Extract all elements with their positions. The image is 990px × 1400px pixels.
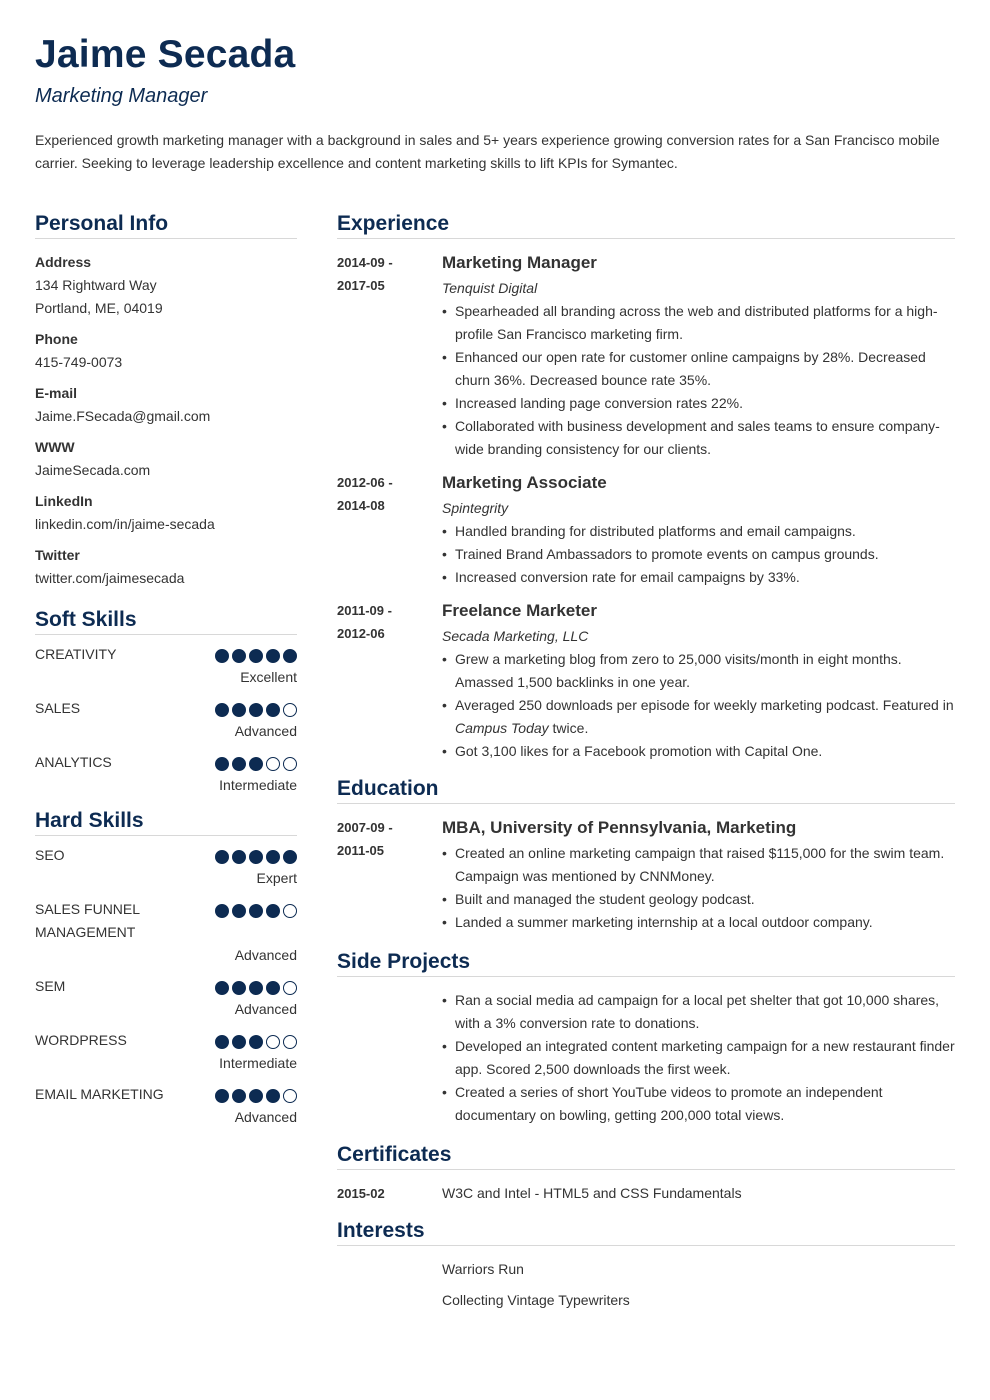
date-start: 2007-09 - bbox=[337, 820, 393, 835]
section-divider bbox=[337, 1169, 955, 1170]
entry-date bbox=[337, 251, 442, 461]
skill-level: Advanced bbox=[234, 1001, 297, 1017]
filled-dot-icon bbox=[215, 757, 229, 771]
section-divider bbox=[35, 634, 297, 635]
skill-row bbox=[35, 975, 297, 998]
filled-dot-icon bbox=[249, 1035, 263, 1049]
job-role: Marketing Manager bbox=[442, 253, 597, 272]
skill-level: Advanced bbox=[234, 723, 297, 739]
section-divider bbox=[337, 238, 955, 239]
bullet-item: • Grew a marketing blog from zero to 25,000 visits/month in eight months. Amassed 1,500 backlinks in one year. bbox=[442, 648, 955, 694]
entry-date bbox=[337, 599, 442, 763]
filled-dot-icon bbox=[266, 649, 280, 663]
personal-info-value: 415-749-0073 bbox=[35, 354, 123, 370]
personal-info-label: LinkedIn bbox=[35, 493, 93, 509]
personal-info-item bbox=[35, 382, 297, 428]
skill-level: Intermediate bbox=[219, 1055, 297, 1071]
company-name: Tenquist Digital bbox=[442, 280, 538, 296]
side-projects-entry bbox=[337, 989, 955, 1127]
skill-name: WORDPRESS bbox=[35, 1032, 127, 1048]
filled-dot-icon bbox=[215, 981, 229, 995]
personal-info-list bbox=[35, 251, 297, 590]
bullet-item: • Developed an integrated content marketing campaign for a new restaurant finder app. Scored 2,500 downloads the first week. bbox=[442, 1035, 955, 1081]
skill-item bbox=[35, 1029, 297, 1075]
skill-name: EMAIL MARKETING bbox=[35, 1086, 164, 1102]
company-name: Secada Marketing, LLC bbox=[442, 628, 589, 644]
side-projects-bullets bbox=[442, 989, 955, 1127]
interest-item: Collecting Vintage Typewriters bbox=[442, 1292, 630, 1308]
skill-level: Excellent bbox=[240, 669, 297, 685]
personal-info-item bbox=[35, 328, 297, 374]
personal-info-value: twitter.com/jaimesecada bbox=[35, 570, 185, 586]
entry-bullets bbox=[442, 520, 955, 589]
filled-dot-icon bbox=[249, 649, 263, 663]
experience-entry bbox=[337, 251, 955, 461]
bullet-item: • Averaged 250 downloads per episode for weekly marketing podcast. Featured in Campus Today twice. bbox=[442, 694, 955, 740]
certificate-date: 2015-02 bbox=[337, 1186, 385, 1201]
resume-name: Jaime Secada bbox=[35, 33, 296, 76]
filled-dot-icon bbox=[215, 850, 229, 864]
empty-dot-icon bbox=[283, 981, 297, 995]
skill-row bbox=[35, 844, 297, 867]
filled-dot-icon bbox=[232, 1089, 246, 1103]
skill-name: CREATIVITY bbox=[35, 646, 117, 662]
date-end: 2011-05 bbox=[337, 843, 384, 858]
soft-skills-title: Soft Skills bbox=[35, 608, 137, 631]
entry-bullets bbox=[442, 648, 955, 763]
personal-info-item bbox=[35, 436, 297, 482]
personal-info-value: JaimeSecada.com bbox=[35, 462, 151, 478]
entry-bullets bbox=[442, 300, 955, 461]
skill-row bbox=[35, 1083, 297, 1106]
section-divider bbox=[337, 1245, 955, 1246]
section-divider bbox=[35, 238, 297, 239]
interests-entry bbox=[337, 1258, 955, 1320]
publication-name: Campus Today bbox=[455, 720, 549, 736]
hard-skills-list bbox=[35, 844, 297, 1129]
filled-dot-icon bbox=[232, 649, 246, 663]
experience-entry bbox=[337, 471, 955, 589]
side-projects-section bbox=[337, 948, 955, 1127]
filled-dot-icon bbox=[232, 703, 246, 717]
entry-date bbox=[337, 989, 442, 1127]
filled-dot-icon bbox=[249, 904, 263, 918]
filled-dot-icon bbox=[249, 1089, 263, 1103]
education-section bbox=[337, 775, 955, 934]
empty-dot-icon bbox=[283, 703, 297, 717]
filled-dot-icon bbox=[249, 703, 263, 717]
personal-info-value: linkedin.com/in/jaime-secada bbox=[35, 516, 215, 532]
entry-body bbox=[442, 471, 955, 589]
education-title: Education bbox=[337, 777, 439, 800]
bullet-item: • Built and managed the student geology podcast. bbox=[442, 888, 955, 911]
date-end: 2012-06 bbox=[337, 626, 385, 641]
entry-body bbox=[442, 1182, 955, 1205]
empty-dot-icon bbox=[283, 757, 297, 771]
entry-body bbox=[442, 599, 955, 763]
skill-item bbox=[35, 844, 297, 890]
entry-date bbox=[337, 471, 442, 589]
hard-skills-section bbox=[35, 807, 297, 1129]
skill-item bbox=[35, 975, 297, 1021]
skill-name: ANALYTICS bbox=[35, 754, 112, 770]
entry-date bbox=[337, 816, 442, 934]
personal-info-label: Phone bbox=[35, 331, 78, 347]
entry-body bbox=[442, 251, 955, 461]
date-start: 2014-09 - bbox=[337, 255, 393, 270]
skill-rating-dots bbox=[215, 904, 297, 918]
personal-info-value: Jaime.FSecada@gmail.com bbox=[35, 408, 211, 424]
date-start: 2012-06 - bbox=[337, 475, 393, 490]
filled-dot-icon bbox=[215, 649, 229, 663]
interests-list bbox=[442, 1258, 955, 1320]
skill-item bbox=[35, 643, 297, 689]
bullet-item: • Increased conversion rate for email campaigns by 33%. bbox=[442, 566, 955, 589]
right-column bbox=[337, 210, 955, 1330]
filled-dot-icon bbox=[232, 757, 246, 771]
skill-item bbox=[35, 898, 297, 967]
interest-item: Warriors Run bbox=[442, 1261, 524, 1277]
experience-entry bbox=[337, 599, 955, 763]
resume-job-title: Marketing Manager bbox=[35, 85, 208, 107]
skill-row bbox=[35, 697, 297, 720]
filled-dot-icon bbox=[266, 703, 280, 717]
bullet-item: • Collaborated with business development and sales teams to ensure company-wide branding consistency for our clients. bbox=[442, 415, 955, 461]
personal-info-item bbox=[35, 544, 297, 590]
filled-dot-icon bbox=[215, 703, 229, 717]
skill-level: Intermediate bbox=[219, 777, 297, 793]
skill-name: SEM bbox=[35, 978, 66, 994]
personal-info-label: Address bbox=[35, 254, 92, 270]
left-column bbox=[35, 210, 297, 1137]
certificates-title: Certificates bbox=[337, 1143, 452, 1166]
filled-dot-icon bbox=[249, 757, 263, 771]
experience-section bbox=[337, 210, 955, 763]
empty-dot-icon bbox=[283, 1035, 297, 1049]
personal-info-value: Portland, ME, 04019 bbox=[35, 300, 163, 316]
bullet-item: • Handled branding for distributed platforms and email campaigns. bbox=[442, 520, 955, 543]
personal-info-value: 134 Rightward Way bbox=[35, 277, 157, 293]
personal-info-title: Personal Info bbox=[35, 212, 169, 235]
bullet-item: • Increased landing page conversion rates 22%. bbox=[442, 392, 955, 415]
entry-date bbox=[337, 1258, 442, 1320]
skill-rating-dots bbox=[215, 757, 297, 771]
bullet-item: • Trained Brand Ambassadors to promote events on campus grounds. bbox=[442, 543, 955, 566]
job-role: Marketing Associate bbox=[442, 473, 607, 492]
skill-row bbox=[35, 898, 297, 944]
personal-info-item bbox=[35, 251, 297, 320]
skill-rating-dots bbox=[215, 1035, 297, 1049]
entry-bullets bbox=[442, 842, 955, 934]
bullet-item: • Created an online marketing campaign that raised $115,000 for the swim team. Campaign was mentioned by CNNMoney. bbox=[442, 842, 955, 888]
skill-level: Advanced bbox=[234, 947, 297, 963]
certificate-name: W3C and Intel - HTML5 and CSS Fundamentals bbox=[442, 1185, 742, 1201]
skill-rating-dots bbox=[215, 981, 297, 995]
skill-level: Expert bbox=[256, 870, 297, 886]
degree-title: MBA, University of Pennsylvania, Marketing bbox=[442, 818, 797, 837]
skill-item bbox=[35, 697, 297, 743]
skill-name: SEO bbox=[35, 847, 65, 863]
date-start: 2011-09 - bbox=[337, 603, 392, 618]
certificate-entry bbox=[337, 1182, 955, 1205]
filled-dot-icon bbox=[283, 649, 297, 663]
section-divider bbox=[337, 803, 955, 804]
personal-info-item bbox=[35, 490, 297, 536]
skill-level: Advanced bbox=[234, 1109, 297, 1125]
side-projects-title: Side Projects bbox=[337, 950, 471, 973]
filled-dot-icon bbox=[266, 850, 280, 864]
filled-dot-icon bbox=[215, 904, 229, 918]
filled-dot-icon bbox=[232, 1035, 246, 1049]
personal-info-label: WWW bbox=[35, 439, 75, 455]
filled-dot-icon bbox=[266, 981, 280, 995]
skill-item bbox=[35, 1083, 297, 1129]
job-role: Freelance Marketer bbox=[442, 601, 597, 620]
education-entry bbox=[337, 816, 955, 934]
filled-dot-icon bbox=[232, 904, 246, 918]
certificates-section bbox=[337, 1141, 955, 1205]
empty-dot-icon bbox=[266, 1035, 280, 1049]
interests-section bbox=[337, 1217, 955, 1320]
resume-summary: Experienced growth marketing manager with a background in sales and 5+ years experience growing conversion rates for a San Francisco mobile carrier. Seeking to leverage leadership excellence and content marketing skills to lift KPIs for Symantec. bbox=[35, 132, 940, 171]
bullet-item: • Landed a summer marketing internship at a local outdoor company. bbox=[442, 911, 955, 934]
hard-skills-title: Hard Skills bbox=[35, 809, 144, 832]
date-end: 2017-05 bbox=[337, 278, 385, 293]
date-end: 2014-08 bbox=[337, 498, 385, 513]
soft-skills-section bbox=[35, 606, 297, 797]
bullet-item: • Spearheaded all branding across the web and distributed platforms for a high-profile San Francisco marketing firm. bbox=[442, 300, 955, 346]
empty-dot-icon bbox=[283, 904, 297, 918]
personal-info-section bbox=[35, 210, 297, 590]
filled-dot-icon bbox=[232, 981, 246, 995]
skill-rating-dots bbox=[215, 649, 297, 663]
skill-row bbox=[35, 1029, 297, 1052]
filled-dot-icon bbox=[215, 1035, 229, 1049]
filled-dot-icon bbox=[232, 850, 246, 864]
experience-list bbox=[337, 251, 955, 763]
skill-rating-dots bbox=[215, 1089, 297, 1103]
skill-row bbox=[35, 643, 297, 666]
empty-dot-icon bbox=[266, 757, 280, 771]
filled-dot-icon bbox=[266, 904, 280, 918]
entry-body bbox=[442, 816, 955, 934]
filled-dot-icon bbox=[249, 981, 263, 995]
section-divider bbox=[337, 976, 955, 977]
section-divider bbox=[35, 835, 297, 836]
personal-info-label: Twitter bbox=[35, 547, 80, 563]
skill-item bbox=[35, 751, 297, 797]
skill-row bbox=[35, 751, 297, 774]
skill-name: SALES bbox=[35, 700, 81, 716]
soft-skills-list bbox=[35, 643, 297, 797]
filled-dot-icon bbox=[283, 850, 297, 864]
bullet-item: • Got 3,100 likes for a Facebook promotion with Capital One. bbox=[442, 740, 955, 763]
filled-dot-icon bbox=[215, 1089, 229, 1103]
filled-dot-icon bbox=[249, 850, 263, 864]
bullet-item: • Created a series of short YouTube videos to promote an independent documentary on bowling, getting 200,000 total views. bbox=[442, 1081, 955, 1127]
bullet-item: • Ran a social media ad campaign for a local pet shelter that got 10,000 shares, with a 3% conversion rate to donations. bbox=[442, 989, 955, 1035]
company-name: Spintegrity bbox=[442, 500, 509, 516]
skill-rating-dots bbox=[215, 850, 297, 864]
skill-rating-dots bbox=[215, 703, 297, 717]
filled-dot-icon bbox=[266, 1089, 280, 1103]
education-list bbox=[337, 816, 955, 934]
certificates-list bbox=[337, 1182, 955, 1205]
empty-dot-icon bbox=[283, 1089, 297, 1103]
bullet-item: • Enhanced our open rate for customer online campaigns by 28%. Decreased churn 36%. Decreased bounce rate 35%. bbox=[442, 346, 955, 392]
personal-info-label: E-mail bbox=[35, 385, 78, 401]
interests-title: Interests bbox=[337, 1219, 425, 1242]
experience-title: Experience bbox=[337, 212, 450, 235]
skill-name: SALES FUNNEL MANAGEMENT bbox=[35, 901, 140, 940]
